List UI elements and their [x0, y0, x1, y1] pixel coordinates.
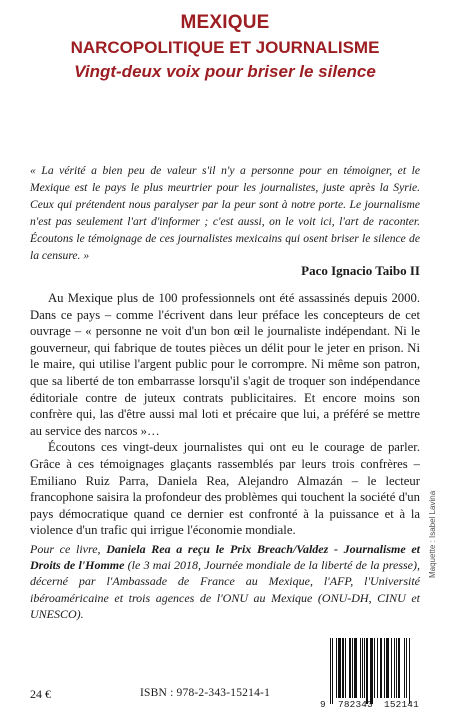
barcode-first-digit: 9	[320, 699, 326, 710]
award-lead: Pour ce livre,	[30, 542, 107, 556]
barcode-bar	[394, 638, 395, 698]
barcode-bar	[370, 638, 373, 704]
barcode-bar	[336, 638, 337, 698]
barcode-bar	[342, 638, 344, 698]
barcode-bar	[386, 638, 389, 698]
book-title-line2: NARCOPOLITIQUE ET JOURNALISME	[70, 38, 380, 57]
barcode-bar	[398, 638, 400, 698]
barcode-group-2: 152141	[384, 699, 419, 710]
barcode-bar	[349, 638, 351, 698]
barcode-bar	[338, 638, 341, 698]
barcode-bar	[374, 638, 375, 698]
barcode-bar	[330, 638, 331, 704]
isbn: ISBN : 978-2-343-15214-1	[140, 687, 271, 699]
award-name: Daniela Rea a reçu le Prix Breach/Valdez - Journalisme et Droits de l'Homme	[30, 542, 420, 573]
barcode-bar	[366, 638, 368, 704]
award-details: (le 3 mai 2018, Journée mondiale de la liberté de la presse), décerné par l'Ambassade de France au Mexique, l'AFP, l'Université ibéroaméricaine et trois agences de l'ONU au Mexique (ONU-DH, CINU et UNESCO).	[30, 558, 420, 621]
barcode-bar	[404, 638, 405, 698]
price: 24 €	[30, 687, 51, 701]
blurb-paragraph-1: Au Mexique plus de 100 professionnels ont été assassinés depuis 2000. Dans ce pays – comme l'écrivent dans leur préface les concepteurs de cet ouvrage – « personne ne voit d'un bon œil le journaliste indépendant. Ni le gouverneur, qui fabrique de toutes pièces un délit pour le jeter en prison. Ni le maire, qui utilise l'argent public pour le corrompre. Ni même son patron, que sa liberté de ton embarrasse lorsqu'il s'agit de troquer son indépendance éditoriale contre de juteux contrats publicitaires. Et encore moins son confrère qui, las d'être aussi mal loti et précaire que lui, a préféré se mettre au service des narcos »…	[30, 291, 420, 438]
barcode-bar	[377, 638, 378, 698]
barcode-bar	[391, 638, 392, 698]
book-subtitle: Vingt-deux voix pour briser le silence	[74, 62, 376, 81]
barcode-group-1: 782343	[338, 699, 373, 710]
barcode-bar	[332, 638, 333, 704]
barcode-bar	[409, 638, 410, 704]
quote-author: Paco Ignacio Taibo II	[301, 263, 420, 278]
blurb-paragraph-2: Écoutons ces vingt-deux journalistes qui ont eu le courage de parler. Grâce à ces témoignages glaçants rassemblés par leurs trois confrères – Emiliano Ruiz Parra, Daniela Rea, Alejandro Almazán – le lecteur francophone saisira la profondeur des problèmes qui touchent la société d'un pays démocratique quand ce dernier est confronté à la puissance et à la violence d'un trafic qui irrigue l'économie mondiale.	[30, 440, 420, 538]
barcode-bars	[330, 638, 430, 698]
barcode-bar	[396, 638, 397, 698]
barcode-bar	[354, 638, 357, 698]
award-note	[30, 541, 420, 622]
book-title: MEXIQUE	[180, 12, 270, 33]
design-credit: Maquette : Isabel Lavina	[428, 490, 437, 578]
barcode-bar	[352, 638, 353, 698]
barcode-bar	[345, 638, 346, 698]
epigraph-quote: « La vérité a bien peu de valeur s'il n'y a personne pour en témoigner, et le Mexique est le pays le plus meurtrier pour les journalistes, juste après la Syrie. Ceux qui prétendent nous paralyser par la peur sont à notre porte. Le journalisme n'est pas seulement l'art d'informer ; c'est aussi, on le voit ici, l'art de raconter. Écoutons le témoignage de ces journalistes mexicains qui osent briser le silence de la censure. »	[30, 164, 420, 262]
barcode-bar	[360, 638, 361, 698]
barcode-bar	[384, 638, 385, 698]
barcode	[318, 638, 432, 714]
barcode-bar	[364, 638, 365, 698]
barcode-bar	[362, 638, 363, 698]
blurb	[30, 290, 420, 539]
barcode-bar	[380, 638, 382, 698]
barcode-bar	[406, 638, 407, 698]
